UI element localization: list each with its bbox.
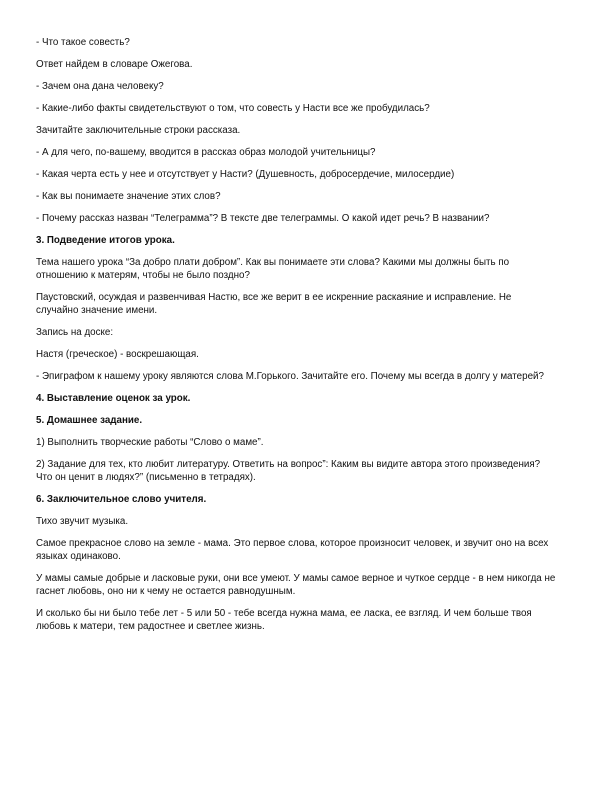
paragraph: - Эпиграфом к нашему уроку являются слова М.Горького. Зачитайте его. Почему мы всегда в долгу у матерей? [36,371,544,382]
paragraph: - Почему рассказ назван “Телеграмма”? В тексте две телеграммы. О какой идет речь? В названии? [36,213,490,224]
paragraph: Ответ найдем в словаре Ожегова. [36,59,193,70]
paragraph: 2) Задание для тех, кто любит литературу. Ответить на вопрос”: Каким вы видите автора этого произведения? Что он ценит в людях?” (письменно в тетрадях). [36,459,541,483]
paragraph: Паустовский, осуждая и развенчивая Настю, все же верит в ее искренние раскаяние и исправление. Не случайно значение имени. [36,292,512,316]
section-heading: 5. Домашнее задание. [36,415,143,426]
paragraph: Самое прекрасное слово на земле - мама. Это первое слова, которое произносит человек, и звучит оно на всех языках одинаково. [36,538,549,562]
paragraph: Зачитайте заключительные строки рассказа. [36,125,241,136]
paragraph: И сколько бы ни было тебе лет - 5 или 50 - тебе всегда нужна мама, ее ласка, ее взгляд. И чем больше твоя любовь к матери, тем радостнее и светлее жизнь. [36,608,532,632]
paragraph: - Зачем она дана человеку? [36,81,164,92]
paragraph: Запись на доске: [36,327,114,338]
paragraph: - Какая черта есть у нее и отсутствует у Насти? (Душевность, добросердечие, милосердие) [36,169,455,180]
paragraph: - Как вы понимаете значение этих слов? [36,191,221,202]
section-heading: 4. Выставление оценок за урок. [36,393,191,404]
paragraph: - Какие-либо факты свидетельствуют о том, что совесть у Насти все же пробудилась? [36,103,430,114]
paragraph: Тема нашего урока “За добро плати добром”. Как вы понимаете эти слова? Какими мы должны быть по отношению к матерям, чтобы не было поздно? [36,257,510,281]
paragraph: Тихо звучит музыка. [36,516,129,527]
paragraph: 1) Выполнить творческие работы “Слово о маме”. [36,437,264,448]
paragraph: - А для чего, по-вашему, вводится в рассказ образ молодой учительницы? [36,147,376,158]
paragraph: - Что такое совесть? [36,37,130,48]
paragraph: Настя (греческое) - воскрешающая. [36,349,199,360]
section-heading: 3. Подведение итогов урока. [36,235,175,246]
section-heading: 6. Заключительное слово учителя. [36,494,207,505]
paragraph: У мамы самые добрые и ласковые руки, они все умеют. У мамы самое верное и чуткое сердце - в нем никогда не гаснет любовь, оно ни к чему не остается равнодушным. [36,573,556,597]
